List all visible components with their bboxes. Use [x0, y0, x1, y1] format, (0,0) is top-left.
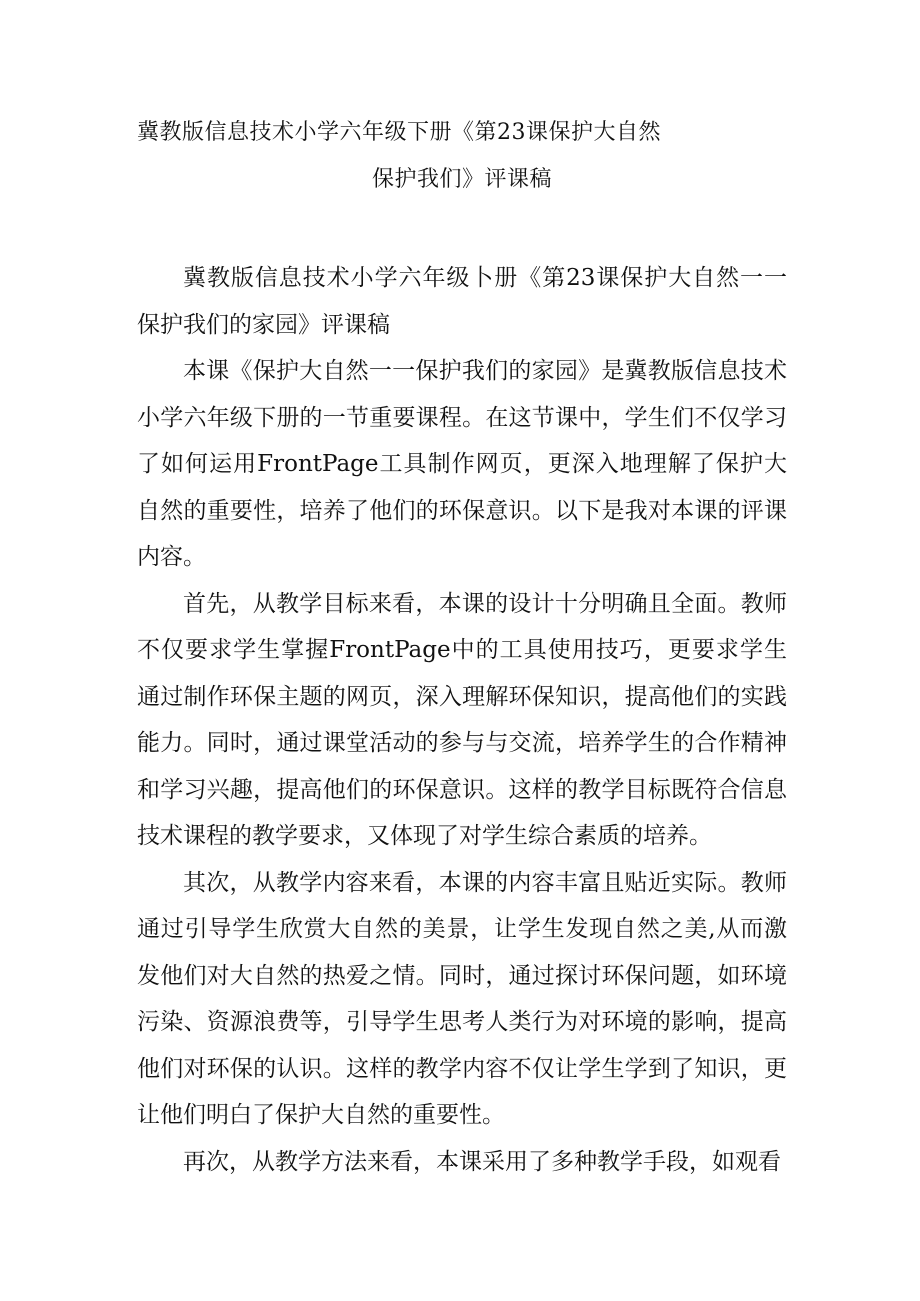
paragraph-lesson-heading: 冀教版信息技术小学六年级卜册《第23课保护大自然一一保护我们的家园》评课稿 — [137, 265, 787, 338]
paragraph-teaching-content: 其次，从教学内容来看，本课的内容丰富且贴近实际。教师通过引导学生欣赏大自然的美景，让学生发现自然之美,从而激发他们对大自然的热爱之情。同时，通过探讨环保问题，如环境污染、资源浪费等，引导学生思考人类行为对环境的影响，提高他们对环保的认识。这样的教学内容不仅让学生学到了知识，更让他们明白了保护大自然的重要性。 — [137, 869, 787, 1128]
document-body — [137, 255, 787, 1185]
paragraph-teaching-goals: 首先，从教学目标来看，本课的设计十分明确且全面。教师不仅要求学生掌握FrontPage中的工具使用技巧，更要求学生通过制作环保主题的网页，深入理解环保知识，提高他们的实践能力。同时，通过课堂活动的参与与交流，培养学生的合作精神和学习兴趣，提高他们的环保意识。这样的教学目标既符合信息技术课程的教学要求，又体现了对学生综合素质的培养。 — [137, 590, 787, 849]
paragraph-introduction: 本课《保护大自然一一保护我们的家园》是冀教版信息技术小学六年级下册的一节重要课程。在这节课中，学生们不仅学习了如何运用FrontPage工具制作网页，更深入地理解了保护大自然的重要性，培养了他们的环保意识。以下是我对本课的评课内容。 — [137, 358, 787, 570]
document-title-line-1: 冀教版信息技术小学六年级下册《第23课保护大自然 — [137, 120, 661, 145]
document-title-line-2: 保护我们》评课稿 — [372, 167, 553, 192]
paragraph-teaching-methods: 再次，从教学方法来看，本课采用了多种教学手段，如观看 — [183, 1148, 781, 1175]
